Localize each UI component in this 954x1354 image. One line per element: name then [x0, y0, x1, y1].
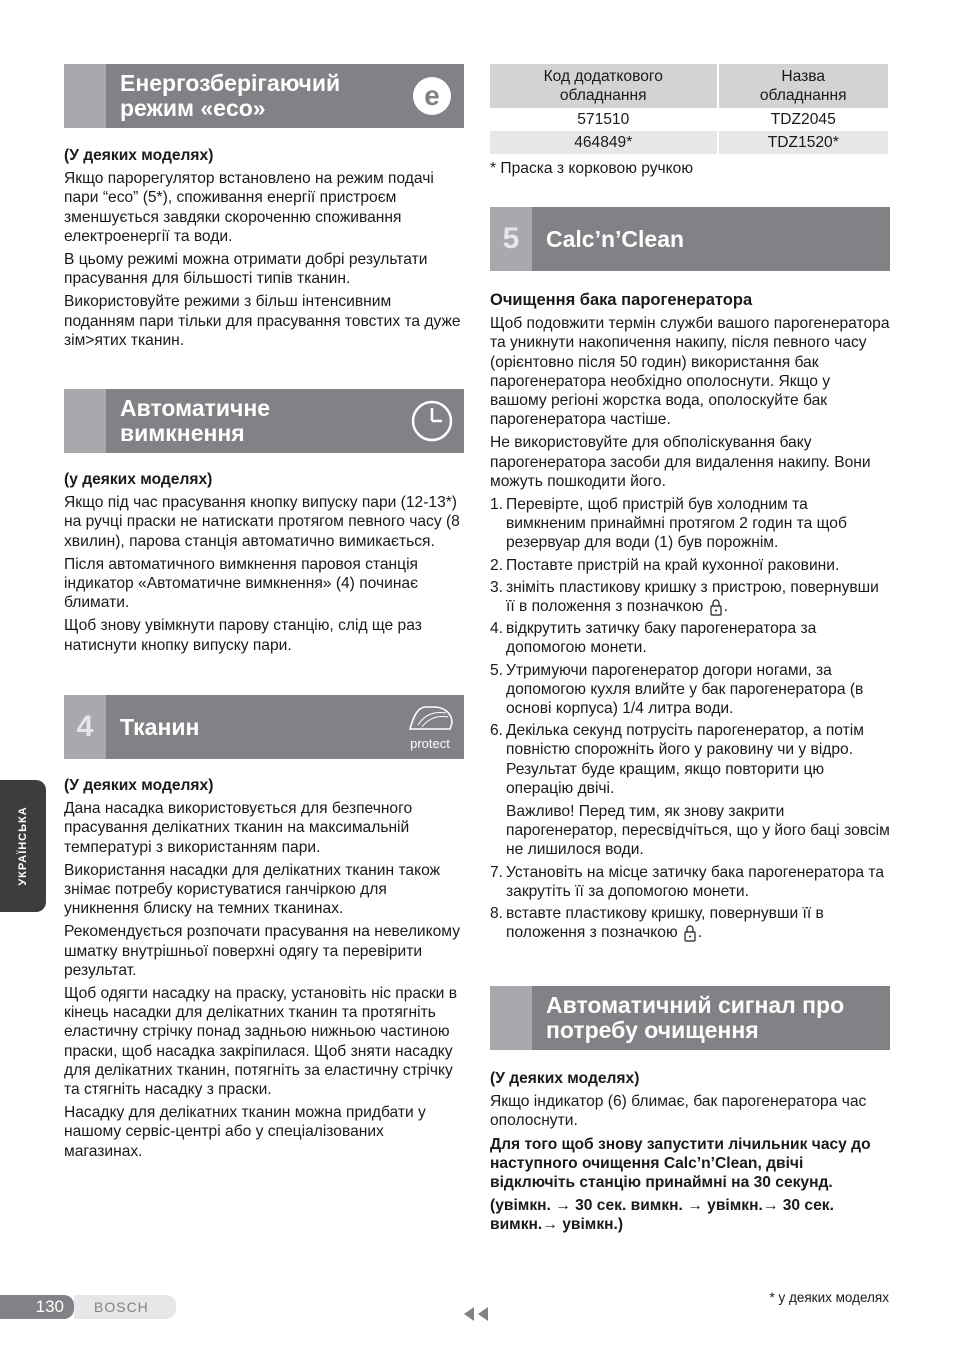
- iron-protect-icon: [400, 701, 460, 753]
- step-text: Декілька секунд потрусіть парогенератор, а потім повністю спорожніть його у раковину чи у відро. Результат буде кращим, якщо повторити цю операцію двічі.: [506, 722, 864, 797]
- calc-title: Calc’n’Clean: [546, 225, 685, 252]
- calc-subtitle: Очищення бака парогенератора: [490, 291, 753, 309]
- signal-section-header: [490, 986, 890, 1050]
- step-text: вставте пластикову кришку, повернувши її в положення з позначкою: [506, 905, 824, 942]
- back-arrows-icon[interactable]: [462, 1306, 492, 1322]
- table-header-code: [490, 64, 718, 108]
- list-item: [490, 578, 890, 616]
- table-cell-name: TDZ2045: [718, 108, 890, 131]
- table-row: [490, 108, 889, 131]
- signal-paragraph: Якщо індикатор (6) блимає, бак парогенератора час ополоснути.: [490, 1093, 867, 1130]
- step-number: 4.: [490, 620, 504, 638]
- fabrics-note: (У деяких моделях): [64, 777, 214, 794]
- auto-off-paragraph: Після автоматичного вимкнення паровоя станція індикатор «Автоматичне вимкнення» (4) починає блимати.: [64, 555, 419, 612]
- signal-body: [490, 1069, 890, 1235]
- calc-steps-list: [490, 495, 890, 942]
- signal-header-title: [532, 993, 890, 1043]
- auto-off-paragraph: Щоб знову увімкнути парову станцію, слід ще раз натиснути кнопку випуску пари.: [64, 617, 422, 654]
- calc-body: [490, 291, 890, 946]
- step-text: зніміть пластикову кришку з пристрою, повернувши її в положення з позначкою: [506, 578, 879, 616]
- auto-off-note: (у деяких моделях): [64, 471, 213, 488]
- step-number: 2.: [490, 556, 504, 574]
- brand-label: BOSCH: [74, 1295, 176, 1319]
- fabrics-section-header: [64, 695, 464, 759]
- eco-paragraph: Якщо парорегулятор встановлено на режим подачі пари “eco” (5*), споживання енергії пристроєм зменшується завдяки скороченню споживання електроенергії та води.: [64, 170, 434, 245]
- eco-paragraph: Використовуйте режими з більш інтенсивним поданням пари тільки для прасування товстих та дуже зім>ятих тканин.: [64, 293, 461, 349]
- step-number: 7.: [490, 863, 504, 881]
- clock-icon: [406, 395, 458, 447]
- auto-off-paragraph: Якщо під час прасування кнопку випуску пари (12-13*) на ручці праски не натискати протягом певного часу (8 хвилин), парова станція автоматично вимикається.: [64, 494, 460, 550]
- fabrics-paragraph: Використання насадки для делікатних тканин також знімає потребу користуватися ганчіркою для уникнення блиску на темних тканинах.: [64, 861, 441, 918]
- list-item: [490, 556, 890, 575]
- calc-paragraph: Щоб подовжити термін служби вашого парогенератора та уникнути накопичення накипу, після певного часу (орієнтовно після 50 годин) використання бак парогенератора необхідно ополоснути. Якщо у вашому регіоні жорстка вода, ополоскуйте бак парогенератора частіше.: [490, 315, 890, 429]
- language-label: УКРАЇНСЬКА: [17, 806, 29, 886]
- accessories-footnote: * Праска з корковою ручкою: [490, 160, 694, 177]
- step-number: 6.: [490, 722, 504, 740]
- auto-off-title-line2: вимкнення: [120, 420, 245, 446]
- page-number: 130: [0, 1295, 74, 1319]
- step-number: 8.: [490, 905, 504, 923]
- step-text: Поставте пристрій на край кухонної раковини.: [506, 556, 840, 574]
- signal-note: (У деяких моделях): [490, 1070, 640, 1087]
- auto-off-title-line1: Автоматичне: [120, 395, 271, 421]
- list-item: [490, 904, 890, 942]
- fabrics-section-number: 4: [64, 695, 106, 759]
- protect-label: protect: [410, 736, 450, 751]
- step-text: Утримуючи парогенератор догори ногами, за допомогою кухля влийте у бак парогенератора (в основі корпуса) 1/4 литра води.: [506, 661, 864, 718]
- page-footnote: * у деяких моделях: [769, 1290, 889, 1305]
- signal-bold-sequence: (увімкн. → 30 сек. вимкн. → увімкн.→ 30 сек. вимкн.→ увімкн.): [490, 1197, 834, 1234]
- step-important-note: Важливо! Перед тим, як знову закрити парогенератор, пересвідчіться, що у його баці зовсім не лишилося води.: [506, 803, 890, 859]
- calc-section-header: [490, 207, 890, 271]
- table-header-code-line1: Код додаткового: [543, 68, 663, 85]
- fabrics-paragraph: Насадку для делікатних тканин можна придбати у нашому сервіс-центрі або у спеціалізованих магазинах.: [64, 1104, 426, 1160]
- calc-paragraph: Не використовуйте для обполіскування баку парогенератора засоби для видалення накипу. Вони можуть пошкодити його.: [490, 434, 871, 490]
- calc-section-number: 5: [490, 207, 532, 271]
- accessories-table-block: [490, 64, 890, 178]
- lock-icon: [683, 924, 697, 942]
- list-item: [490, 863, 890, 901]
- lock-icon: [709, 598, 723, 616]
- eco-header-number-block: [64, 64, 106, 128]
- auto-off-body: [64, 470, 464, 655]
- fabrics-title: Тканин: [120, 713, 200, 740]
- auto-off-section-header: [64, 389, 464, 453]
- step-tail: .: [698, 924, 703, 942]
- table-cell-code: 571510: [490, 108, 718, 131]
- step-text: відкрутить затичку баку парогенератора за допомогою монети.: [506, 620, 817, 657]
- table-row: [490, 131, 889, 154]
- fabrics-body: [64, 776, 464, 1161]
- step-number: 5.: [490, 661, 504, 679]
- auto-off-header-number-block: [64, 389, 106, 453]
- eco-section-header: [64, 64, 464, 128]
- table-cell-name: TDZ1520*: [718, 131, 890, 154]
- signal-header-number-block: [490, 986, 532, 1050]
- table-header-name: [718, 64, 890, 108]
- eco-paragraph: В цьому режимі можна отримати добрі результати прасування для більшості типів тканин.: [64, 251, 428, 288]
- table-cell-code: 464849*: [490, 131, 718, 154]
- list-item: [490, 619, 890, 657]
- step-text: Установіть на місце затичку бака парогенератора та закрутіть її за допомогою монети.: [506, 863, 885, 900]
- fabrics-paragraph: Щоб одягти насадку на праску, установіть ніс праски в кінець насадки для делікатних тканин та протягніть еластичну стрічку понад задньою нижньою частиною праски, щоб насадка закріпилася. Щоб зняти насадку для делікатних тканин, потягніть за еластичну стрічку та стягніть насадку з праски.: [64, 985, 458, 1099]
- step-text: Перевірте, щоб пристрій був холодним та вимкненим принаймні протягом 2 годин та щоб резервуар для води (1) був порожнім.: [506, 496, 847, 552]
- language-side-tab: [0, 780, 46, 912]
- table-header-code-line2: обладнання: [559, 87, 647, 104]
- svg-text:e: e: [424, 80, 440, 111]
- eco-title-line1: Енергозберігаючий: [120, 70, 341, 96]
- fabrics-paragraph: Дана насадка використовується для безпечного прасування делікатних тканин на максимальній температурі з використанням пари.: [64, 800, 413, 856]
- signal-bold-instruction: Для того щоб знову запустити лічильник часу до наступного очищення Calc’n’Clean, двічі відключіть станцію принаймні на 30 секунд.: [490, 1135, 871, 1192]
- eco-title-line2: режим «eco»: [120, 95, 266, 121]
- fabrics-paragraph: Рекомендується розпочати прасування на невеликому шматку внутрішньої поверхні одягу та перевірити результат.: [64, 923, 460, 979]
- signal-title-line2: потребу очищення: [546, 1017, 759, 1043]
- eco-e-icon: [406, 70, 458, 122]
- table-header-name-line1: Назва: [781, 68, 826, 85]
- eco-note: (У деяких моделях): [64, 147, 214, 164]
- list-item: [490, 721, 890, 859]
- list-item: [490, 495, 890, 553]
- step-number: 1.: [490, 496, 504, 514]
- step-tail: .: [723, 598, 728, 616]
- list-item: [490, 661, 890, 719]
- table-header-name-line2: обладнання: [759, 87, 847, 104]
- accessories-table: [490, 64, 890, 154]
- eco-body: [64, 146, 464, 350]
- signal-title-line1: Автоматичний сигнал про: [546, 992, 845, 1018]
- step-number: 3.: [490, 578, 504, 596]
